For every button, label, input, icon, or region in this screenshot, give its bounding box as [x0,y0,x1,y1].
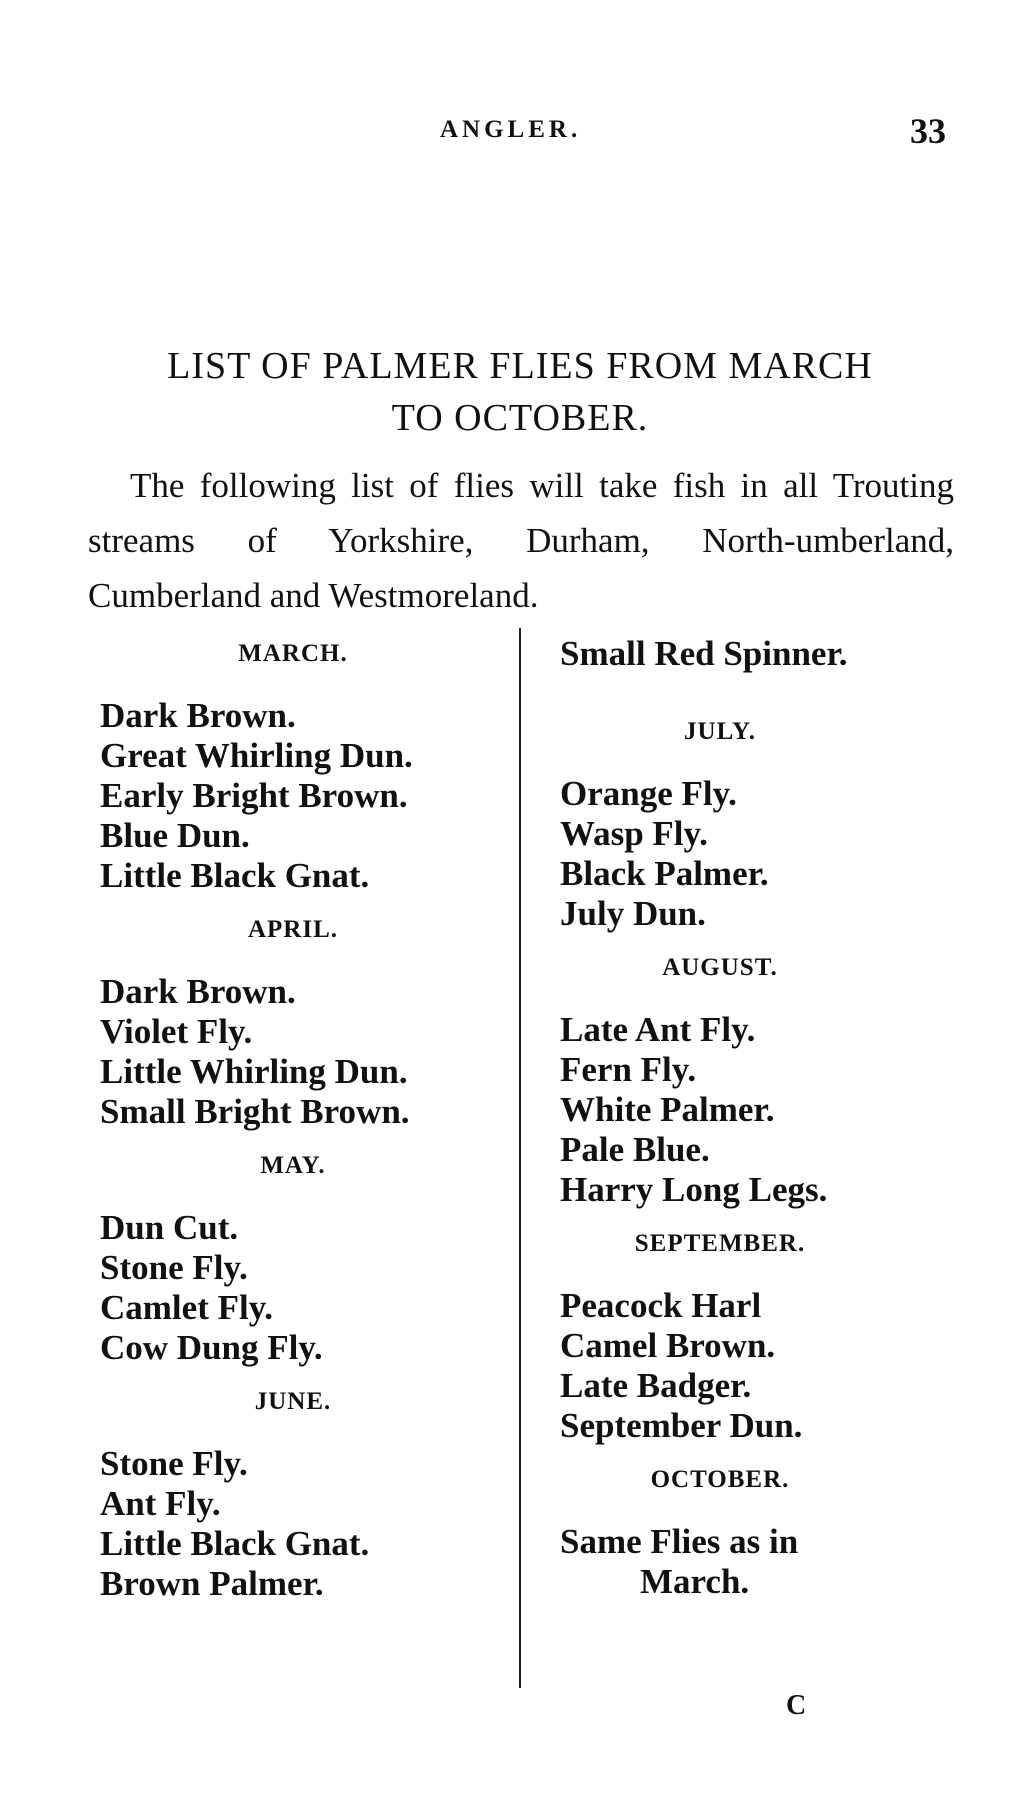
signature-mark: C [786,1690,807,1721]
fly-item: Black Palmer. [560,854,769,893]
fly-item: Small Bright Brown. [100,1092,410,1131]
fly-item: Stone Fly. [100,1248,248,1287]
fly-item: Harry Long Legs. [560,1170,828,1209]
month-title-may: MAY. [260,1152,326,1179]
fly-item: Small Red Spinner. [560,634,848,673]
june-continued [560,634,980,674]
month-title-september: SEPTEMBER. [634,1230,806,1257]
column-divider [519,628,521,1688]
month-title-july: JULY. [684,718,756,745]
page-number: 33 [910,111,946,151]
list-heading-line-2: TO OCTOBER. [391,397,649,439]
month-section-september [560,1224,980,1446]
month-section-june [100,1382,500,1604]
fly-item: Late Badger. [560,1366,752,1405]
month-title-april: APRIL. [247,916,339,943]
month-title-october: OCTOBER. [650,1466,790,1493]
fly-item: September Dun. [560,1406,803,1445]
fly-item: July Dun. [560,894,706,933]
fly-item: Camlet Fly. [100,1288,274,1327]
month-section-october [560,1460,980,1602]
month-title-august: AUGUST. [662,954,778,981]
fly-item: Orange Fly. [560,774,737,813]
list-heading-line-1: LIST OF PALMER FLIES FROM MARCH [167,345,873,387]
fly-item-continuation: March. [640,1562,750,1601]
fly-item: Pale Blue. [560,1130,710,1169]
month-title-march: MARCH. [238,640,348,667]
fly-item: Same Flies as in [560,1522,799,1561]
fly-item: Early Bright Brown. [100,776,408,815]
fly-item: Little Black Gnat. [100,1524,370,1563]
fly-item: Great Whirling Dun. [100,736,413,775]
fly-item: Brown Palmer. [100,1564,324,1603]
running-title: ANGLER. [440,116,582,143]
month-section-march [100,634,500,896]
fly-item: Late Ant Fly. [560,1010,756,1049]
intro-paragraph: The following list of flies will take fish in all Trouting streams of Yorkshire, Durham, North-umberland, Cumberland and Westmoreland. [88,466,954,615]
fly-item: Wasp Fly. [560,814,708,853]
fly-item: White Palmer. [560,1090,775,1129]
month-section-april [100,910,500,1132]
fly-item: Little Whirling Dun. [100,1052,408,1091]
fly-item: Blue Dun. [100,816,250,855]
left-column [100,634,500,1618]
fly-item: Dun Cut. [100,1208,239,1247]
fly-item: Ant Fly. [100,1484,221,1523]
right-column [560,634,980,1616]
fly-item: Camel Brown. [560,1326,776,1365]
fly-item: Stone Fly. [100,1444,248,1483]
fly-item: Violet Fly. [100,1012,253,1051]
fly-item: Dark Brown. [100,696,296,735]
fly-item: Dark Brown. [100,972,296,1011]
month-section-may [100,1146,500,1368]
fly-item: Cow Dung Fly. [100,1328,323,1367]
month-section-august [560,948,980,1210]
list-heading [80,340,960,444]
month-title-june: JUNE. [254,1388,332,1415]
running-head [0,111,1024,156]
fly-item: Little Black Gnat. [100,856,370,895]
month-section-july [560,712,980,934]
fly-item: Fern Fly. [560,1050,697,1089]
fly-item: Peacock Harl [560,1286,762,1325]
